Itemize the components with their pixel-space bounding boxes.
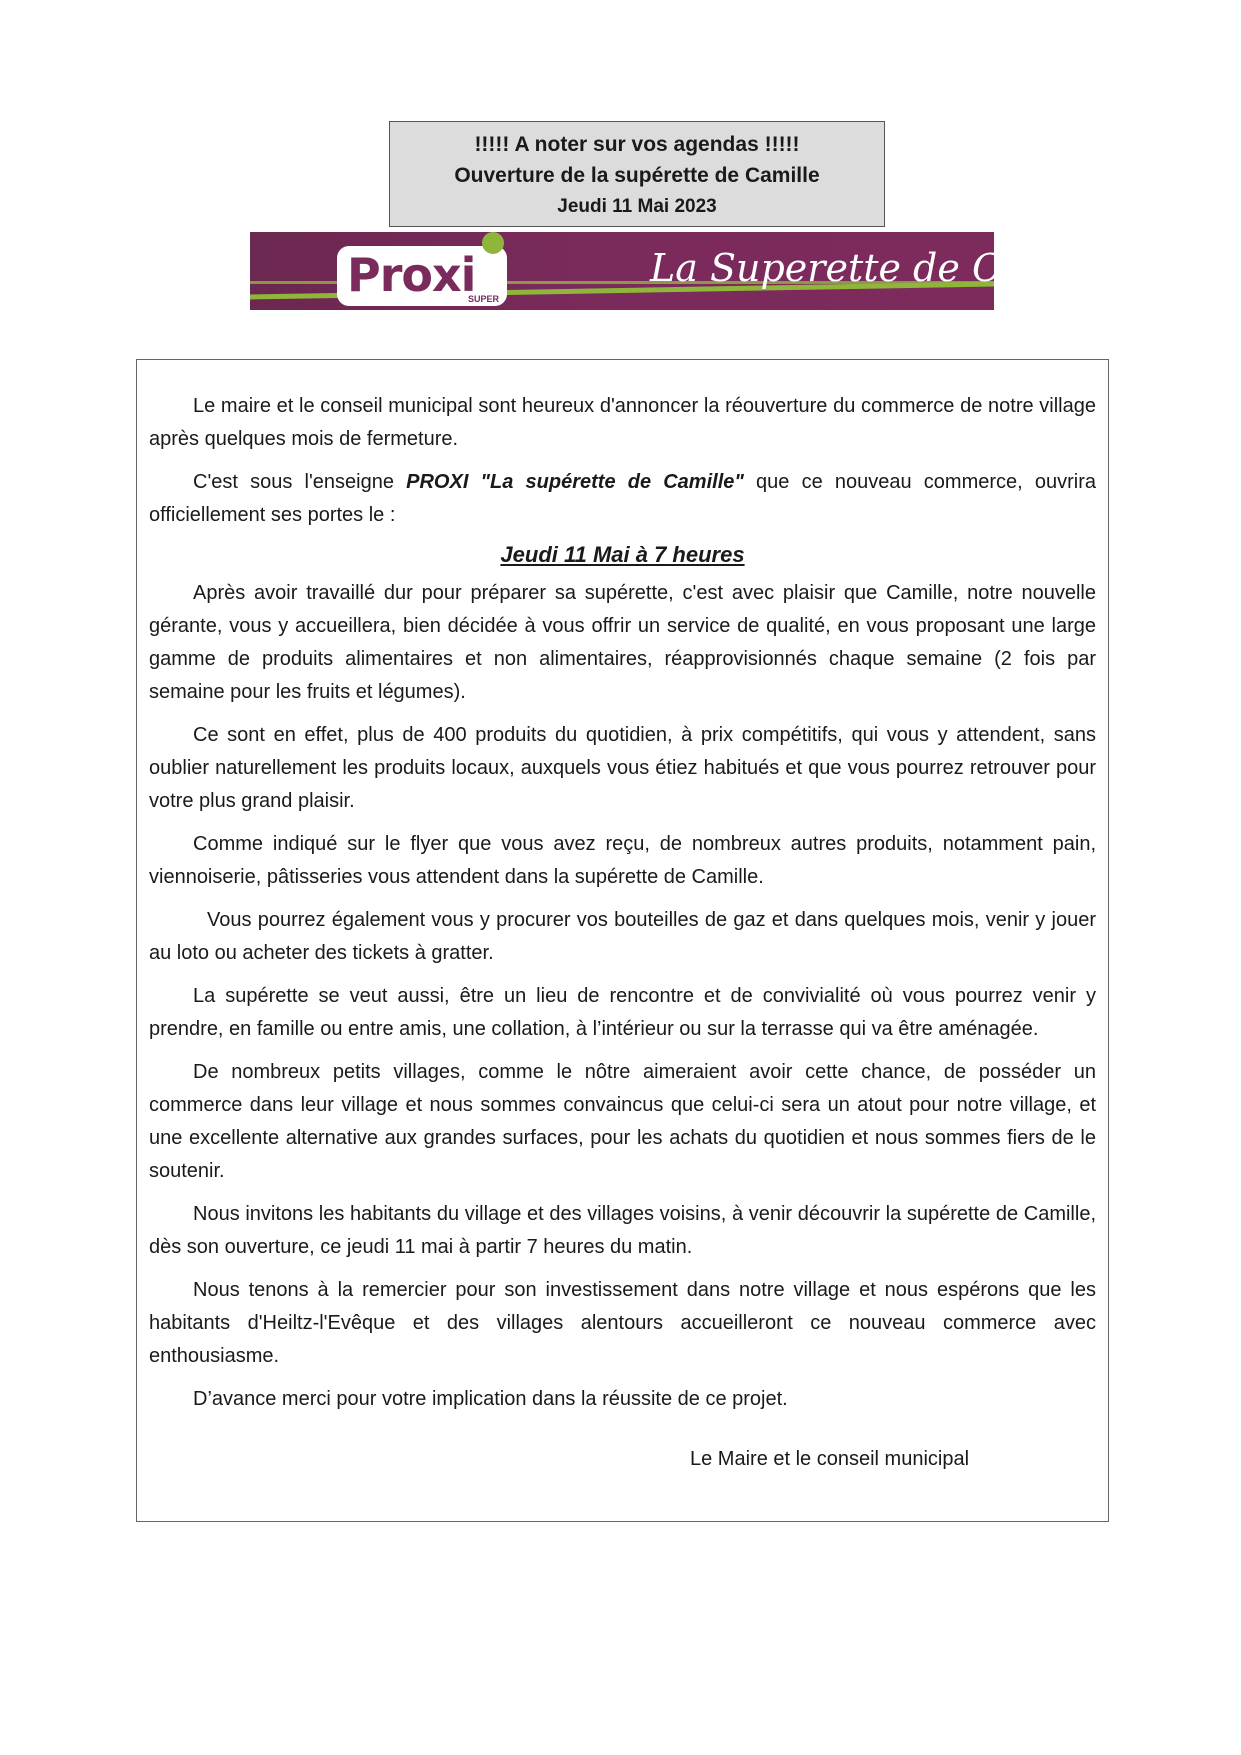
opening-date: Jeudi 11 Mai à 7 heures	[500, 542, 745, 567]
announcement-header	[389, 121, 885, 227]
paragraph-9: Nous invitons les habitants du village et des villages voisins, à venir découvrir la supérette de Camille, dès son ouverture, ce jeudi 11 mai à partir 7 heures du matin.	[149, 1203, 1096, 1258]
paragraph-2-start: C'est sous l'enseigne	[193, 471, 407, 493]
paragraph-7: La supérette se veut aussi, être un lieu de rencontre et de convivialité où vous pourrez venir y prendre, en famille ou entre amis, une collation, à l’intérieur ou sur la terrasse qui va être aménagée.	[149, 985, 1096, 1040]
store-name-emphasis: PROXI "La supérette de Camille"	[406, 471, 744, 493]
paragraph-1: Le maire et le conseil municipal sont heureux d'annoncer la réouverture du commerce de notre village après quelques mois de fermeture.	[149, 395, 1096, 450]
paragraph-11: D’avance merci pour votre implication dans la réussite de ce projet.	[193, 1388, 788, 1410]
signature: Le Maire et le conseil municipal	[690, 1448, 970, 1470]
proxi-logo	[337, 246, 507, 306]
store-banner	[250, 232, 1119, 310]
paragraph-3: Après avoir travaillé dur pour préparer sa supérette, c'est avec plaisir que Camille, notre nouvelle gérante, vous y accueillera, bien décidée à vous offrir un service de qualité, en vous proposant une large gamme de produits alimentaires et non alimentaires, réapprovisionnés chaque semaine (2 fois par semaine pour les fruits et légumes).	[149, 582, 1096, 703]
paragraph-6: Vous pourrez également vous y procurer vos bouteilles de gaz et dans quelques mois, venir y jouer au loto ou acheter des tickets à gratter.	[149, 909, 1096, 964]
header-line-2: Ouverture de la supérette de Camille	[454, 164, 820, 187]
announcement-body	[149, 390, 1096, 1426]
paragraph-2-end: que ce nouveau commerce, ouvrira officiellement ses portes le :	[149, 471, 1096, 526]
announcement-body-box	[136, 359, 1109, 1522]
banner-script-title: La Superette de Camille	[650, 246, 1119, 290]
paragraph-5: Comme indiqué sur le flyer que vous avez reçu, de nombreux autres produits, notamment pain, viennoiserie, pâtisseries vous attendent dans la supérette de Camille.	[149, 833, 1096, 888]
header-line-3: Jeudi 11 Mai 2023	[557, 196, 717, 217]
header-line-1: !!!!! A noter sur vos agendas !!!!!	[474, 133, 800, 156]
logo-text: Proxi	[347, 248, 476, 302]
paragraph-4: Ce sont en effet, plus de 400 produits du quotidien, à prix compétitifs, qui vous y attendent, sans oublier naturellement les produits locaux, auxquels vous étiez habitués et que vous pourrez retrouver pour votre plus grand plaisir.	[149, 724, 1096, 812]
paragraph-8: De nombreux petits villages, comme le nôtre aimeraient avoir cette chance, de posséder un commerce dans leur village et nous sommes convaincus que celui-ci sera un atout pour notre village, et une excellente alternative aux grandes surfaces, pour les achats du quotidien et nous sommes fiers de le soutenir.	[149, 1061, 1096, 1182]
logo-subtext: SUPER	[467, 294, 499, 304]
paragraph-10: Nous tenons à la remercier pour son investissement dans notre village et nous espérons que les habitants d'Heiltz-l'Evêque et des villages alentours accueilleront ce nouveau commerce avec enthousiasme.	[149, 1279, 1096, 1367]
paragraph-2	[149, 466, 1096, 532]
logo-dot-icon	[482, 232, 504, 254]
